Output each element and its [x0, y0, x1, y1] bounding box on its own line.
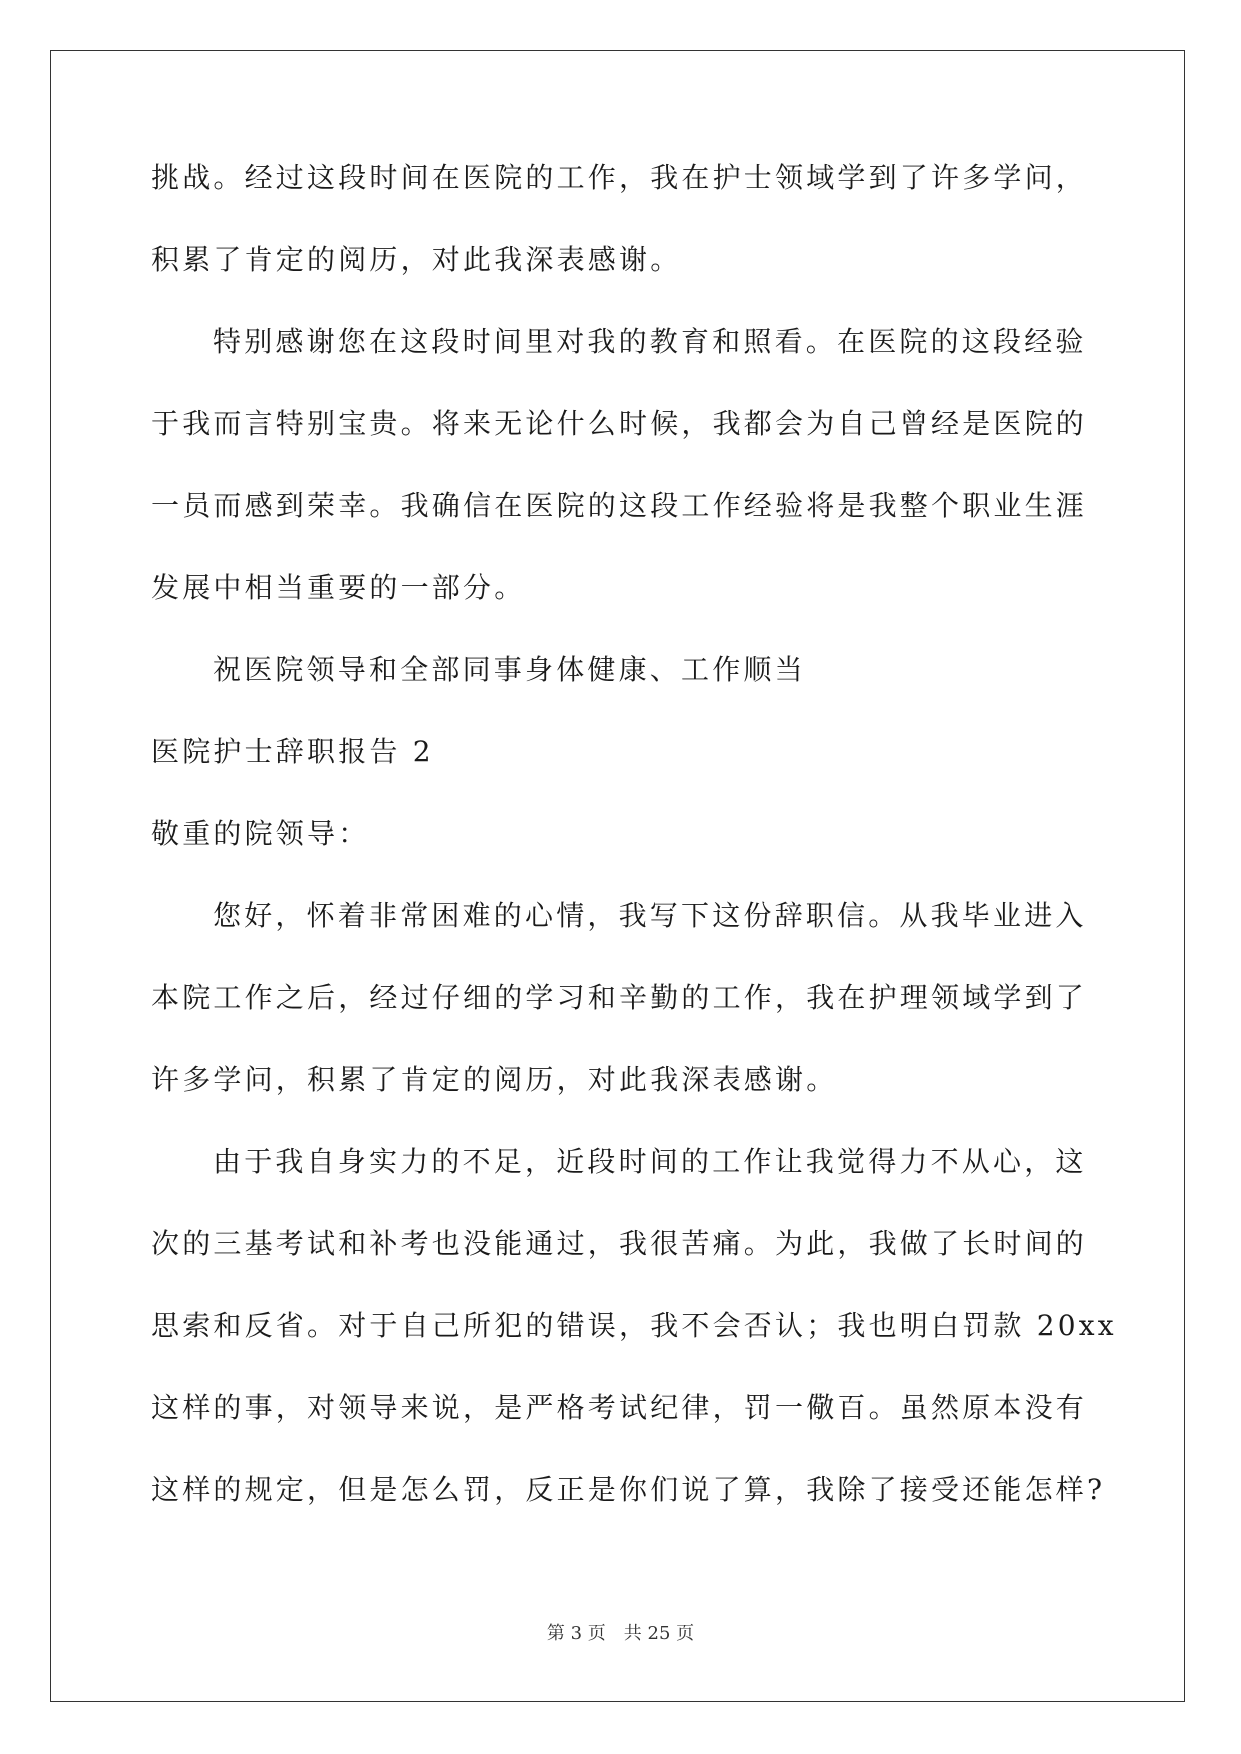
paragraph-start: 您好，怀着非常困难的心情，我写下这份辞职信。从我毕业进入	[213, 899, 1087, 932]
text-line: 思索和反省。对于自己所犯的错误，我不会否认；我也明白罚款 20xx	[151, 1309, 1117, 1342]
text-line: 本院工作之后，经过仔细的学习和辛勤的工作，我在护理领域学到了	[151, 981, 1088, 1014]
text-line: 挑战。经过这段时间在医院的工作，我在护士领域学到了许多学问，	[151, 161, 1088, 194]
section-title: 医院护士辞职报告 2	[151, 735, 434, 768]
paragraph-start: 由于我自身实力的不足，近段时间的工作让我觉得力不从心，这	[213, 1145, 1087, 1178]
text-line: 于我而言特别宝贵。将来无论什么时候，我都会为自己曾经是医院的	[151, 407, 1088, 440]
closing-wish: 祝医院领导和全部同事身体健康、工作顺当	[213, 653, 806, 686]
page-number: 第 3 页 共 25 页	[546, 1623, 695, 1644]
text-line: 次的三基考试和补考也没能通过，我很苦痛。为此，我做了长时间的	[151, 1227, 1088, 1260]
text-line: 一员而感到荣幸。我确信在医院的这段工作经验将是我整个职业生涯	[151, 489, 1088, 522]
salutation: 敬重的院领导：	[151, 817, 370, 850]
text-line: 积累了肯定的阅历，对此我深表感谢。	[151, 243, 682, 276]
text-line: 发展中相当重要的一部分。	[151, 571, 526, 604]
document-body	[151, 158, 1117, 1510]
text-line: 这样的事，对领导来说，是严格考试纪律，罚一儆百。虽然原本没有	[151, 1391, 1088, 1424]
text-line: 这样的规定，但是怎么罚，反正是你们说了算，我除了接受还能怎样?	[151, 1473, 1106, 1506]
text-line: 许多学问，积累了肯定的阅历，对此我深表感谢。	[151, 1063, 838, 1096]
paragraph-start: 特别感谢您在这段时间里对我的教育和照看。在医院的这段经验	[213, 325, 1087, 358]
